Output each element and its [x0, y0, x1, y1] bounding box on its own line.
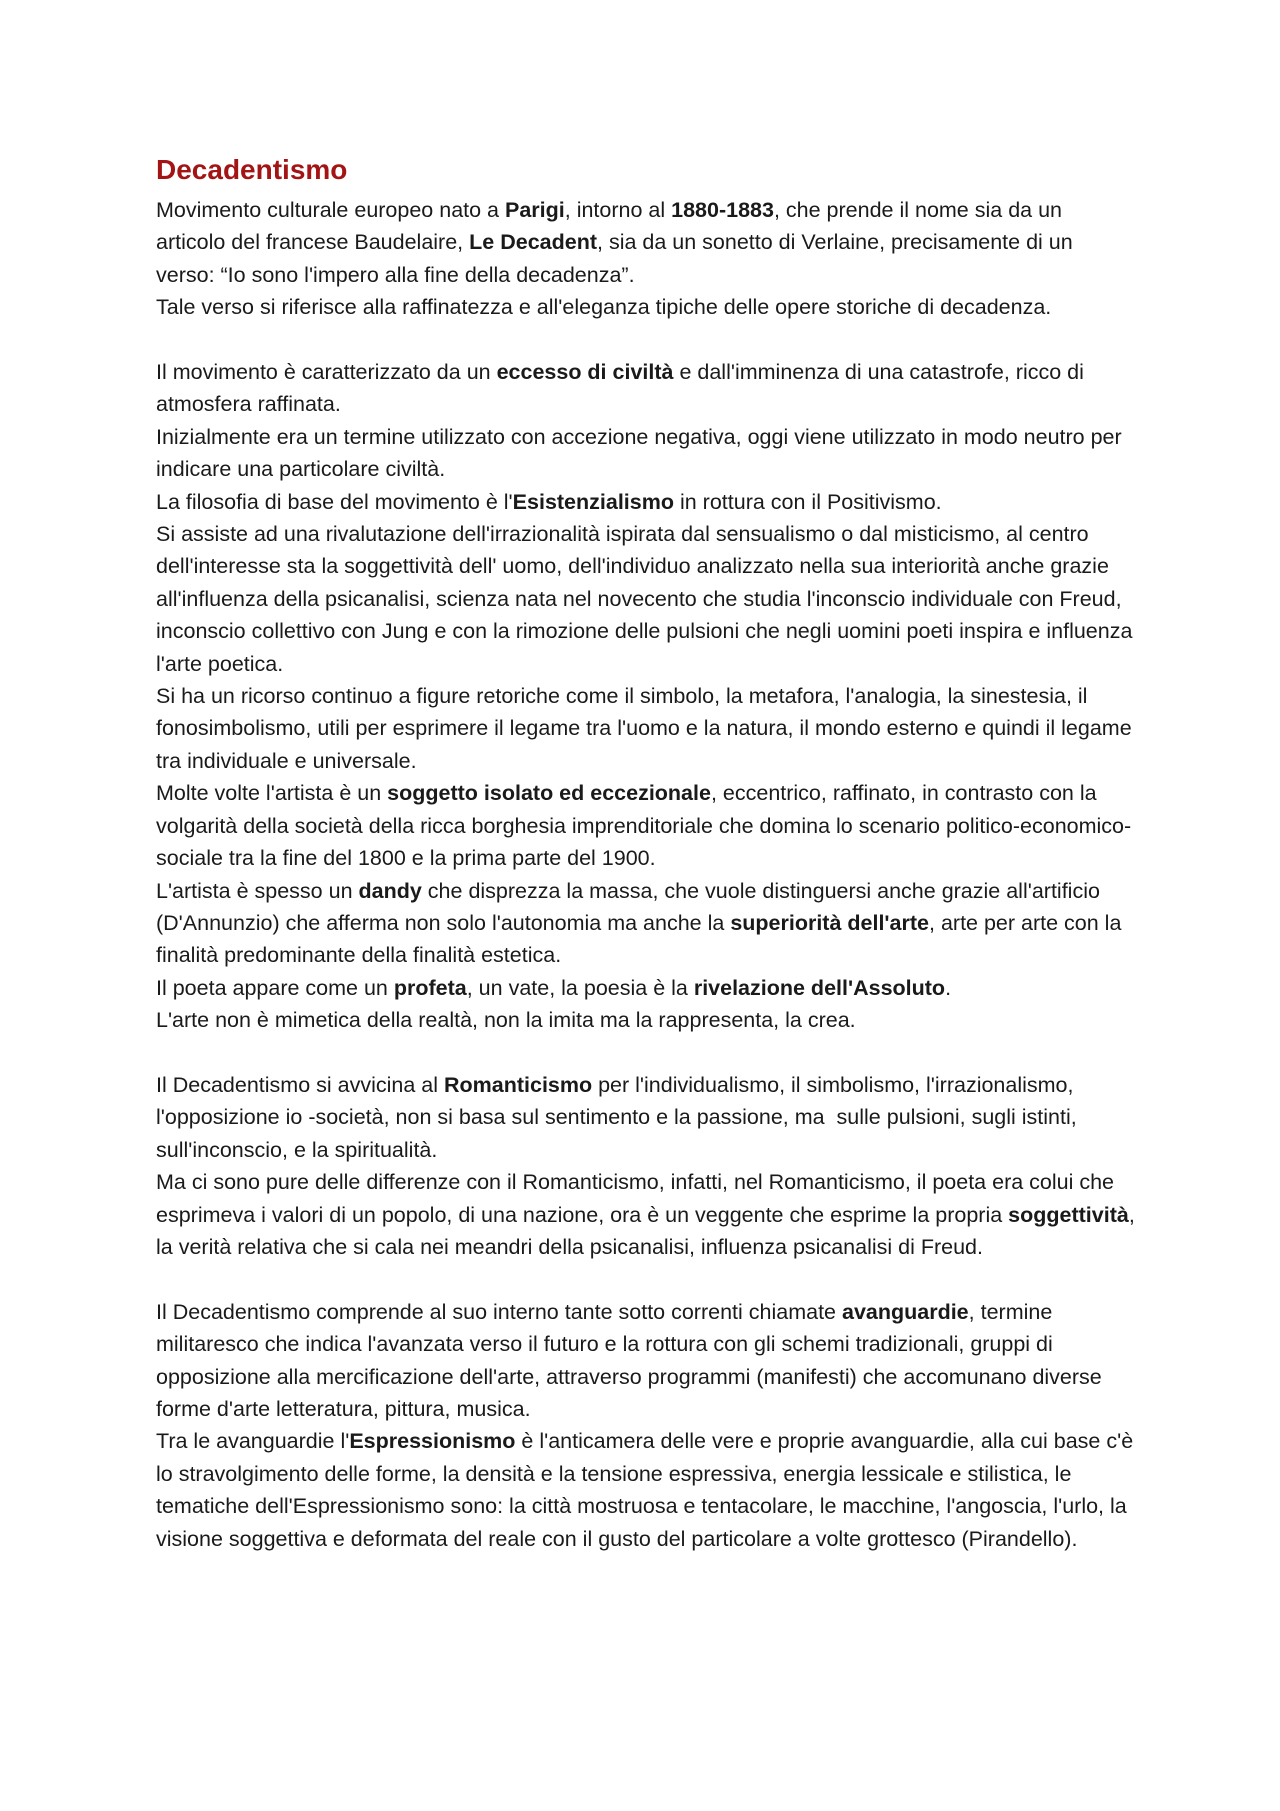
bold-term: superiorità dell'arte	[730, 910, 929, 935]
text-run: , intorno al	[564, 198, 672, 222]
bold-term: rivelazione dell'Assoluto	[693, 975, 946, 1000]
bold-term: Romanticismo	[443, 1072, 593, 1097]
paragraph	[156, 875, 1136, 972]
bold-term: dandy	[358, 878, 422, 903]
bold-term: profeta	[393, 975, 467, 1000]
text-run: è l'anticamera delle vere e proprie avanguardie, alla cui base c'è lo stravolgimento delle forme, la densità e la tensione espressiva, energia lessicale e stilistica, le tematiche dell'Espressionismo sono: la città mostruosa e tentacolare, le macchine, l'angoscia, l'urlo, la visione soggettiva e deformata del reale con il gusto del particolare a volte grottesco (Pirandello).	[156, 1429, 1140, 1551]
paragraph	[156, 1166, 1141, 1263]
text-run: L'artista è spesso un	[156, 878, 359, 903]
bold-term: soggettività	[1008, 1202, 1129, 1227]
text-run: Si ha un ricorso continuo a figure retoriche come il simbolo, la metafora, l'analogia, la sinestesia, il fonosimbolismo, utili per esprimere il legame tra l'uomo e la natura, il mondo esterno e quindi il legame tra individuale e universale.	[156, 684, 1138, 773]
document-body	[156, 194, 1141, 1555]
paragraph	[156, 1425, 1140, 1555]
text-run: , che prende il nome sia da un articolo del francese Baudelaire,	[156, 198, 1068, 255]
paragraph	[156, 1296, 1136, 1426]
text-run: Ma ci sono pure delle differenze con il Romanticismo, infatti, nel Romanticismo, il poeta era colui che esprimeva i valori di un popolo, di una nazione, ora è un veggente che esprime la propria	[156, 1170, 1120, 1227]
bold-term: 1880-1883	[671, 198, 774, 222]
text-run: Il poeta appare come un	[156, 975, 394, 1000]
text-run: , un vate, la poesia è la	[466, 975, 694, 1000]
bold-term: eccesso di civiltà	[496, 360, 674, 385]
page-title: Decadentismo	[156, 154, 348, 185]
text-run: Il Decadentismo comprende al suo interno tante sotto correnti chiamate	[156, 1299, 842, 1324]
paragraph	[156, 1069, 1136, 1166]
text-run: , sia da un sonetto di Verlaine, precisamente di un verso: “Io sono l'impero alla fine della decadenza”.	[156, 230, 1079, 287]
bold-term: Espressionismo	[349, 1429, 516, 1454]
text-run: Tale verso si riferisce alla raffinatezza e all'eleganza tipiche delle opere storiche di decadenza.	[156, 295, 1052, 320]
text-run: , termine militaresco che indica l'avanzata verso il futuro e la rottura con gli schemi tradizionali, gruppi di opposizione alla mercificazione dell'arte, attraverso programmi (manifesti) che accomunano diverse forme d'arte letteratura, pittura, musica.	[156, 1299, 1108, 1421]
text-run: e dall'imminenza di una catastrofe, ricco di atmosfera raffinata.	[156, 360, 1090, 417]
paragraph	[156, 291, 1136, 323]
paragraph	[156, 421, 1136, 486]
paragraph-spacer	[156, 1037, 1136, 1069]
paragraph	[156, 518, 1139, 680]
text-run: , arte per arte con la finalità predominante della finalità estetica.	[156, 910, 1128, 968]
document-page	[156, 150, 1141, 1555]
text-run: Tra le avanguardie l'	[156, 1429, 350, 1454]
text-run: Si assiste ad una rivalutazione dell'irrazionalità ispirata dal sensualismo o dal misticismo, al centro dell'interesse sta la soggettività dell' uomo, dell'individuo analizzato nella sua interiorità anche grazie all'influenza della psicanalisi, scienza nata nel novecento che studia l'inconscio individuale con Freud, inconscio collettivo con Jung e con la rimozione delle pulsioni che negli uomini poeti inspira e influenza l'arte poetica.	[156, 522, 1139, 676]
paragraph	[156, 972, 1136, 1004]
text-run: , la verità relativa che si cala nei meandri della psicanalisi, influenza psicanalisi di Freud.	[156, 1202, 1141, 1259]
paragraph-spacer	[156, 1263, 1136, 1295]
bold-term: Esistenzialismo	[512, 489, 674, 514]
text-run: .	[945, 975, 952, 1000]
paragraph	[156, 1004, 1136, 1036]
text-run: Inizialmente era un termine utilizzato con accezione negativa, oggi viene utilizzato in modo neutro per indicare una particolare civiltà.	[156, 424, 1128, 482]
text-run: La filosofia di base del movimento è l'	[156, 489, 513, 514]
text-run: in rottura con il Positivismo.	[674, 489, 942, 514]
text-run: Il movimento è caratterizzato da un	[156, 360, 497, 385]
text-run: , eccentrico, raffinato, in contrasto con la volgarità della società della ricca borghesia imprenditoriale che domina lo scenario politico-economico-sociale tra la fine del 1800 e la prima parte del 1900.	[156, 781, 1132, 871]
bold-term: Le Decadent	[469, 230, 597, 255]
text-run: Movimento culturale europeo nato a	[156, 198, 505, 222]
text-run: che disprezza la massa, che vuole distinguersi anche grazie all'artificio (D'Annunzio) che afferma non solo l'autonomia ma anche la	[156, 878, 1106, 935]
text-run: Molte volte l'artista è un	[156, 781, 388, 806]
text-run: per l'individualismo, il simbolismo, l'irrazionalismo, l'opposizione io -società, non si basa sul sentimento e la passione, ma sulle pulsioni, sugli istinti, sull'inconscio, e la spiritualità.	[156, 1072, 1083, 1162]
paragraph	[156, 356, 1136, 421]
bold-term: Parigi	[505, 198, 565, 222]
paragraph	[156, 777, 1136, 874]
text-run: Il Decadentismo si avvicina al	[156, 1072, 444, 1097]
paragraph-spacer	[156, 324, 1136, 356]
paragraph	[156, 680, 1136, 777]
bold-term: avanguardie	[841, 1299, 969, 1324]
paragraph	[156, 194, 1136, 291]
text-run: L'arte non è mimetica della realtà, non la imita ma la rappresenta, la crea.	[156, 1008, 856, 1033]
bold-term: soggetto isolato ed eccezionale	[387, 781, 711, 806]
paragraph	[156, 486, 1136, 518]
